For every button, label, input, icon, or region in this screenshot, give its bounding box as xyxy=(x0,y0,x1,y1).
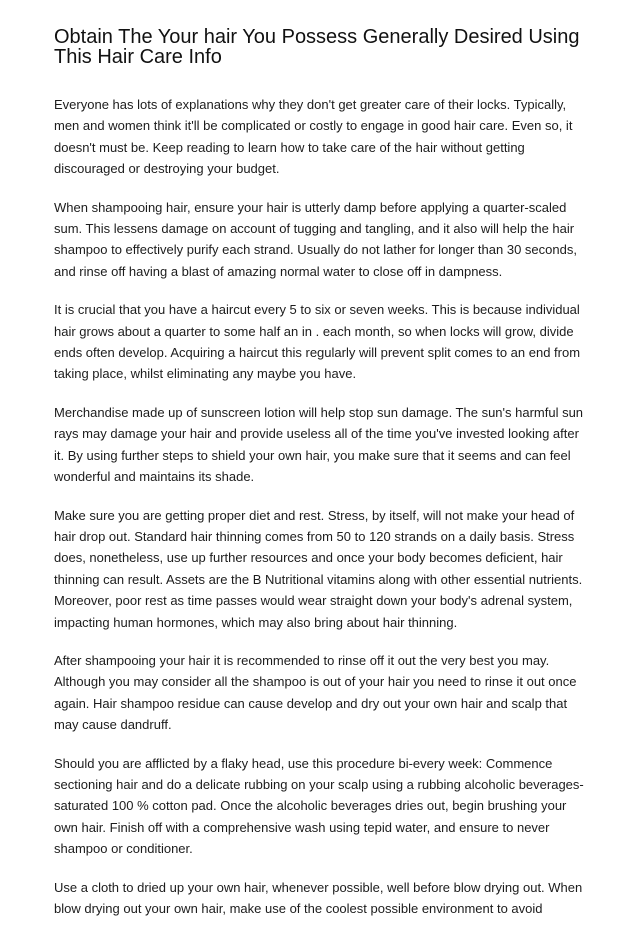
paragraph-6: After shampooing your hair it is recommended to rinse off it out the very best you may. Although you may consider all the shampoo is out of your hair you need to rinse it out once again. Hair shampoo residue can cause develop and dry out your own hair and scalp that may cause dandruff. xyxy=(54,652,577,733)
paragraph-3: It is crucial that you have a haircut every 5 to six or seven weeks. This is because individual hair grows about a quarter to some half an in . each month, so when locks will grow, divide ends often develop. Acquiring a haircut this regularly will prevent split comes to an end from taking place, whilst eliminating any maybe you have. xyxy=(54,302,581,382)
document-title: Obtain The Your hair You Possess Generally Desired Using This Hair Care Info xyxy=(54,26,580,68)
paragraph-2: When shampooing hair, ensure your hair is utterly damp before applying a quarter-scaled sum. This lessens damage on account of tugging and tangling, and it also will help the hair shampoo to effectively purify each strand. Usually do not lather for longer than 30 seconds, and rinse off having a blast of amazing normal water to close off in dampness. xyxy=(54,199,577,279)
paragraph-7: Should you are afflicted by a flaky head, use this procedure bi-every week: Commence sectioning hair and do a delicate rubbing on your scalp using a rubbing alcoholic beverages-saturated 100 % cotton pad. Once the alcoholic beverages dries out, begin brushing your own hair. Finish off with a comprehensive wash using tepid water, and ensure to never shampoo or conditioner. xyxy=(54,755,584,857)
paragraph-8: Use a cloth to dried up your own hair, whenever possible, well before blow drying out. When blow drying out your own hair, make use of the coolest possible environment to avoid xyxy=(54,879,583,916)
paragraph-4: Merchandise made up of sunscreen lotion will help stop sun damage. The sun's harmful sun rays may damage your hair and provide useless all of the time you've invested looking after it. By using further steps to shield your own hair, you make sure that it seems and can feel wonderful and maintains its shade. xyxy=(54,404,584,485)
document-body xyxy=(54,94,584,936)
paragraph-5: Make sure you are getting proper diet and rest. Stress, by itself, will not make your head of hair drop out. Standard hair thinning comes from 50 to 120 strands on a daily basis. Stress does, nonetheless, use up further resources and once your body becomes deficient, hair thinning can result. Assets are the B Nutritional vitamins along with other essential nutrients. Moreover, poor rest as time passes would wear straight down your body's adrenal system, impacting human hormones, which may also bring about hair thinning. xyxy=(54,507,583,630)
paragraph-1: Everyone has lots of explanations why they don't get greater care of their locks. Typically, men and women think it'll be complicated or costly to engage in good hair care. Even so, it doesn't must be. Keep reading to learn how to take care of the hair without getting discouraged or destroying your budget. xyxy=(54,97,573,177)
